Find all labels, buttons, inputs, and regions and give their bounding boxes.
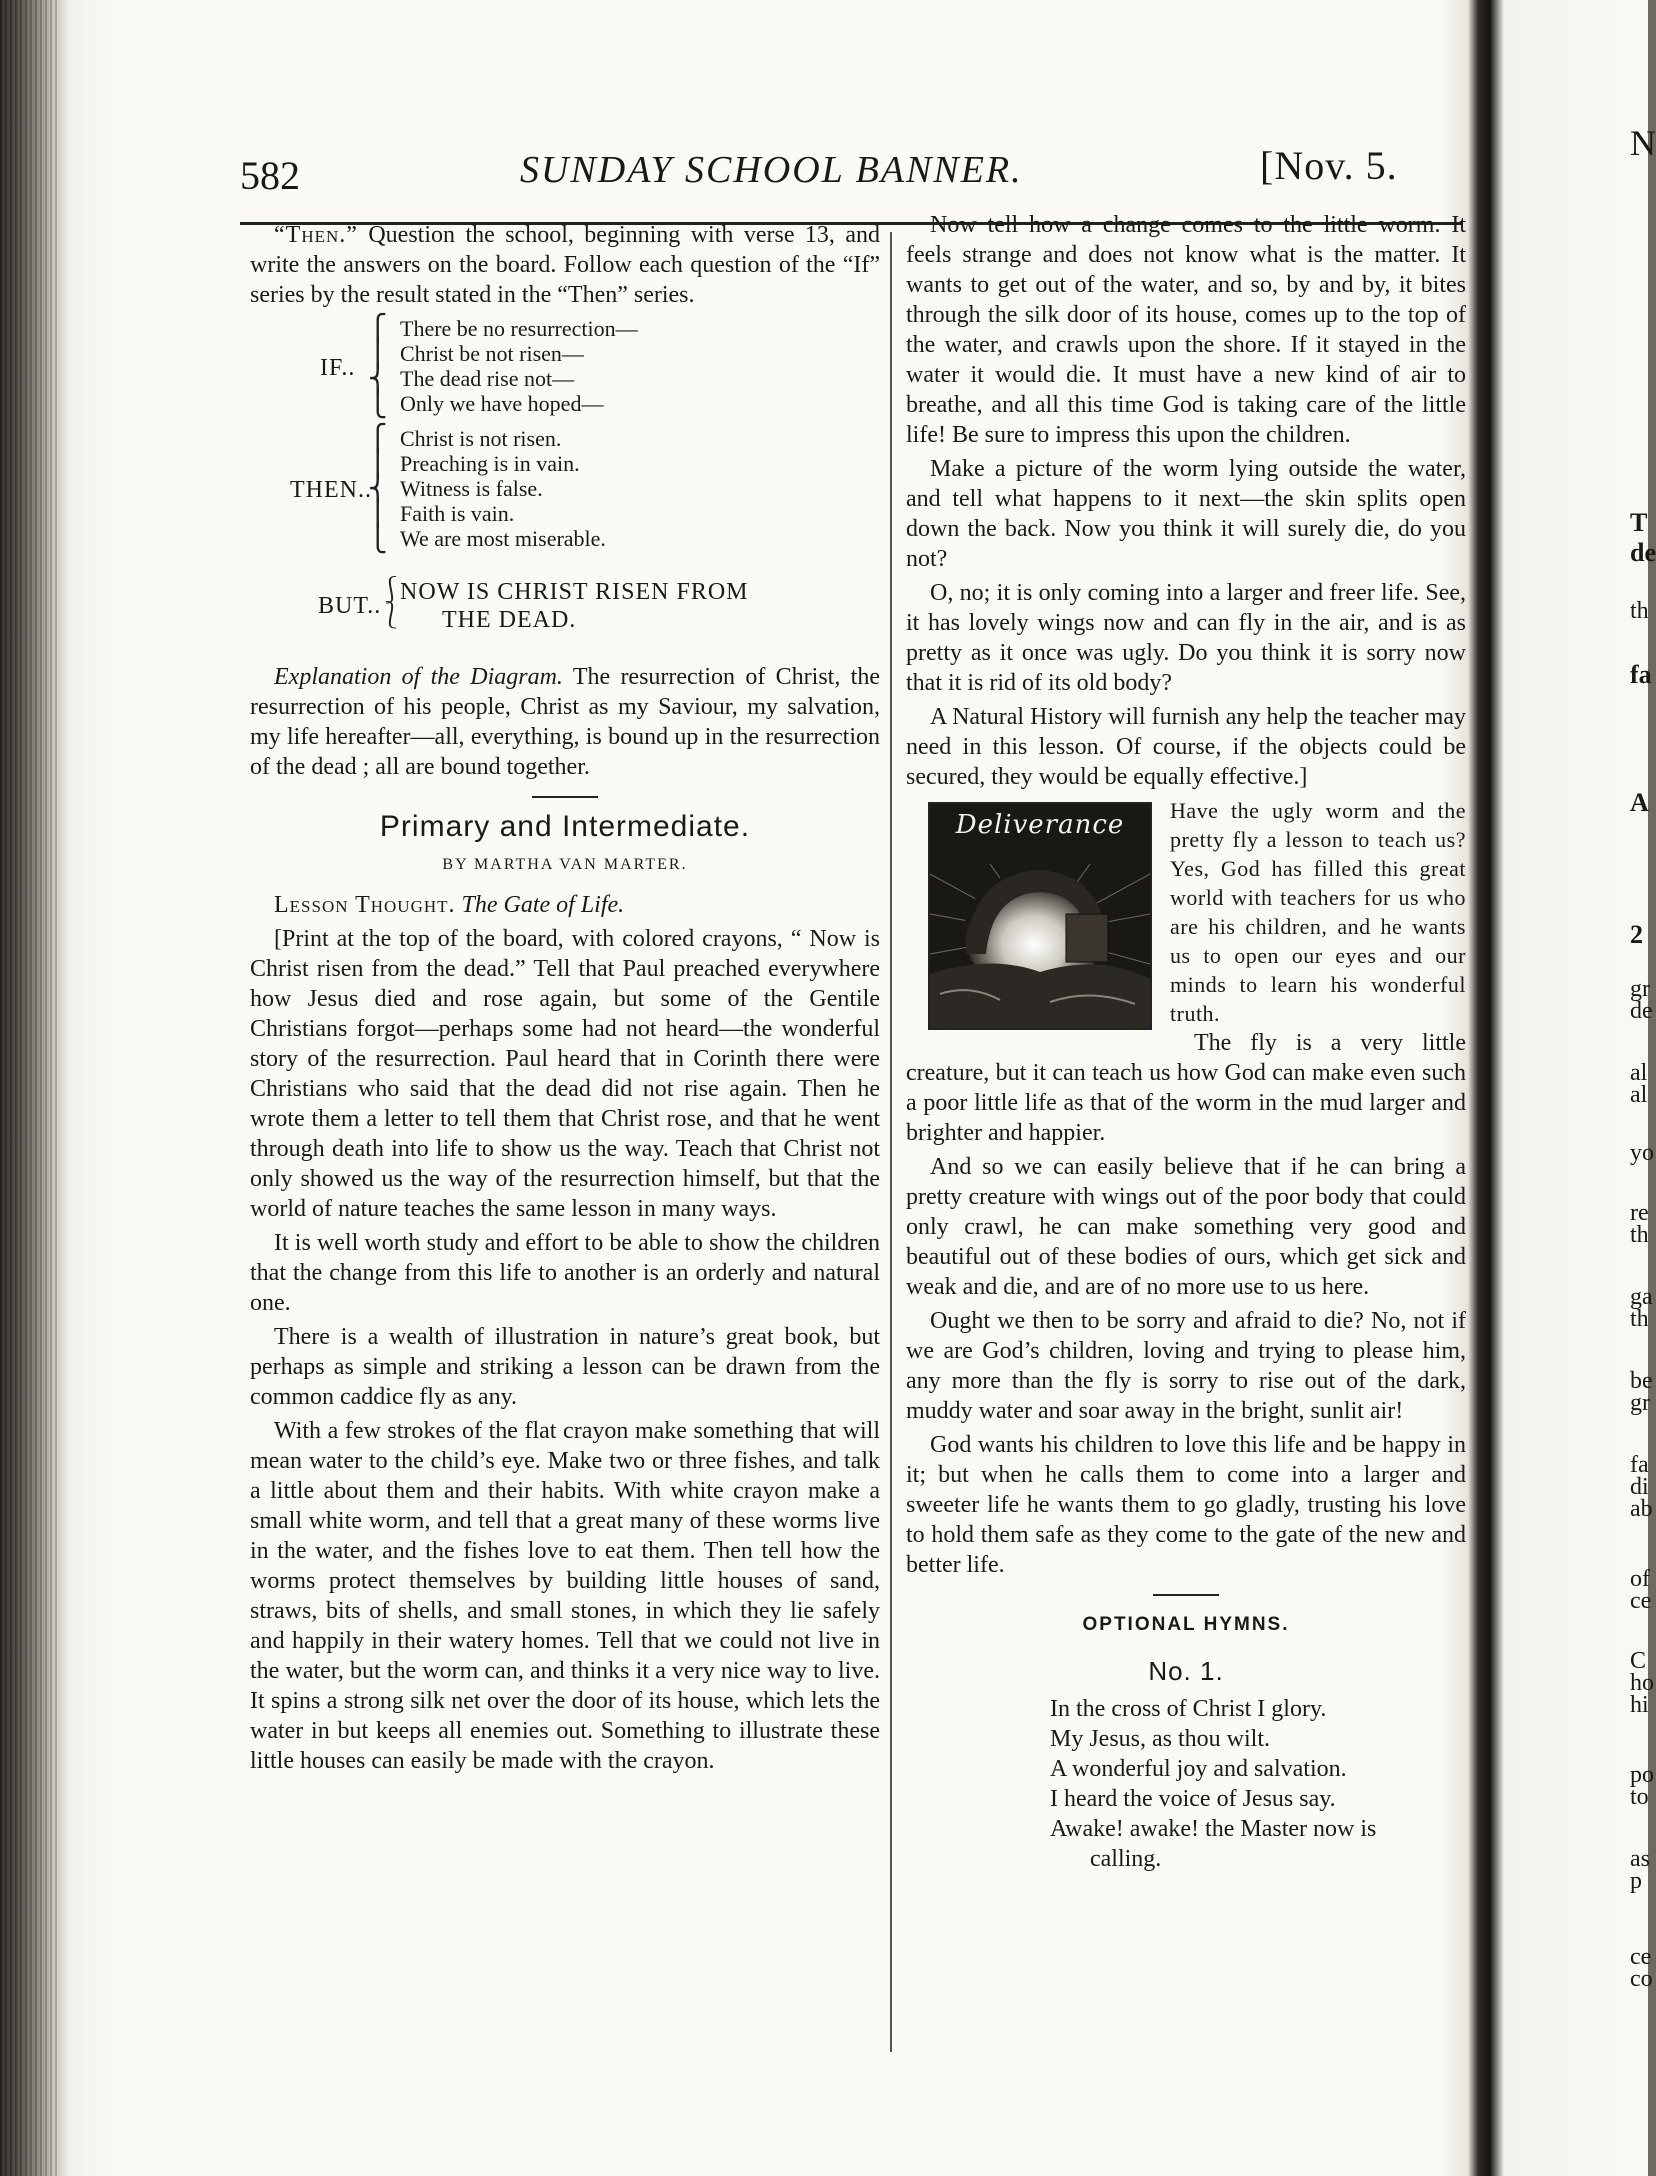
body-paragraph: With a few strokes of the flat crayon make something that will mean water to the child’s eye. Make two or three fishes, and talk a little about them and their habits. With white crayon make a small white worm, and tell that a great many of these worms live in the water, and the fishes love to eat them. Then tell how the worms protect themselves by building little houses of sand, straws, bits of shells, and small stones, in which they lie safely and happily in their watery homes. Tell that we could not live in the water, but the worm can, and thinks it a very nice way to live. It spins a strong silk net over the door of its house, which lets the water in but keeps all enemies out. Something to illustrate these little houses can easily be made with the crayon. [250,1418,880,1774]
edge-fragment: gr [1630,1390,1650,1416]
body-paragraph: O, no; it is only coming into a larger and freer life. See, it has lovely wings now and can fly in the air, and is as pretty as it once was ugly. Do you think it is sorry now that it is rid of its old body? [906,580,1466,696]
body-paragraph: Make a picture of the worm lying outside the water, and tell what happens to it next—the skin splits open down the back. Now you think it will surely die, do you not? [906,456,1466,572]
edge-fragment: po [1630,1762,1654,1788]
edge-fragment: ce [1630,1588,1652,1614]
edge-fragment: N [1630,123,1656,163]
if-line: Christ be not risen— [400,341,584,366]
edge-fragment: fa [1630,1452,1649,1478]
body-paragraph: It is well worth study and effort to be able to show the children that the change from this life to another is an orderly and natural one. [250,1230,880,1316]
edge-fragment: al [1630,1082,1648,1108]
edge-fragment: be [1630,1368,1653,1394]
next-page-edge [1504,0,1656,2176]
if-line: There be no resurrection— [400,316,638,341]
byline: BY MARTHA VAN MARTER. [442,856,688,873]
edge-fragment: gr [1630,976,1650,1002]
section-title: Primary and Intermediate. [379,810,751,843]
right-column [906,210,1466,1874]
section-separator [532,796,598,798]
but-line: NOW IS CHRIST RISEN FROM [400,579,749,605]
explanation-label: Explanation of the Diagram. [274,664,563,690]
diagram-but-label: BUT.. [318,593,382,619]
hymns-heading: OPTIONAL HYMNS. [1082,1614,1290,1635]
edge-fragment: th [1630,1306,1649,1332]
edge-fragment: di [1630,1474,1649,1500]
hymn-line: I heard the voice of Jesus say. [1050,1786,1336,1812]
then-line: Preaching is in vain. [400,451,580,476]
body-paragraph: A Natural History will furnish any help the teacher may need in this lesson. Of course, if the objects could be secured, they would be equally effective.] [906,704,1466,790]
column-rule [890,232,892,2052]
edge-fragment: of [1630,1566,1650,1592]
lesson-value: The Gate of Life. [461,892,625,918]
intro-label: “Then.” [274,222,358,248]
explanation-text: The resurrection of Christ, the resurrection of his people, Christ as my Saviour, my salvation, my life hereafter—all, everything, is bound up in the resurrection of the dead ; all are bound together. [250,664,880,780]
body-paragraph: Now tell how a change comes to the little worm. It feels strange and does not know what is the matter. It wants to get out of the water, and so, by and by, it bites through the silk door of its house, comes up to the top of the water, and crawls upon the shore. If it stayed in the water it would die. It must have a new kind of air to breathe, and all this time God is taking care of the little life! Be sure to impress this upon the children. [906,212,1466,448]
hymn-list [1050,1694,1466,1874]
edge-fragment: th [1630,598,1649,624]
edge-fragment: as [1630,1846,1650,1872]
if-brace: ⎧ ⎪ ⎨ ⎩ [368,314,388,418]
body-paragraph: There is a wealth of illustration in nature’s great book, but perhaps as simple and striking a lesson can be drawn from the common caddice fly as any. [250,1324,880,1410]
edge-fragment: ab [1630,1496,1653,1522]
edge-fragment: C [1630,1648,1647,1674]
edge-fragment: ce [1630,1944,1652,1970]
intro-text: Question the school, beginning with verse 13, and write the answers on the board. Follow each question of the “If” series by the result stated in the “Then” series. [250,222,880,308]
body-paragraph: And so we can easily believe that if he can bring a pretty creature with wings out of the poor body that could only crawl, he can make something very good and beautiful out of these bodies of ours, which get sick and weak and die, and are of no more use to us here. [906,1154,1466,1300]
diagram-then-label: THEN.. [290,477,372,503]
edge-fragment: re [1630,1200,1649,1226]
hymn-line: A wonderful joy and salvation. [1050,1756,1347,1782]
lesson-thought [250,890,880,920]
edge-fragment: de [1630,538,1656,567]
then-lines [400,426,606,551]
page-number: 582 [240,153,300,198]
edge-fragment: hi [1630,1692,1649,1718]
body-paragraph: [Print at the top of the board, with colored crayons, “ Now is Christ risen from the dead.” Tell that Paul preached everywhere how Jesus died and rose again, but some of the Gentile Christians forgot—perhaps some had not heard—the wonderful story of the resurrection. Paul heard that in Corinth there were Christians who said that the dead did not rise again. Then he wrote them a letter to tell them that Christ rose, and that he went through death into life to show us the way. Teach that Christ not only showed us the way of the resurrection himself, but that the world of nature teaches the same lesson in many ways. [250,926,880,1222]
edge-fragment: T [1630,508,1648,537]
edge-fragment: to [1630,1784,1649,1810]
edge-fragment: ho [1630,1670,1654,1696]
lesson-label: Lesson Thought. [274,892,456,918]
hymn-line: In the cross of Christ I glory. [1050,1696,1327,1722]
body-paragraph: The fly is a very little creature, but it can teach us how God can make even such a poor little life as that of the worm in the mud larger and brighter and happier. [906,1030,1466,1146]
then-line: Christ is not risen. [400,426,562,451]
if-line: Only we have hoped— [400,391,604,416]
figure-side-text: Have the ugly worm and the pretty fly a lesson to teach us? Yes, God has filled this great world with teachers for us who are his children, and he wants us to open our eyes and our minds to learn his wonderful truth. [1170,798,1466,1026]
then-line: Witness is false. [400,476,543,501]
hymn-line: Awake! awake! the Master now is [1050,1816,1377,1842]
edge-fragment: fa [1630,660,1652,689]
edge-fragment: al [1630,1060,1648,1086]
running-title: SUNDAY SCHOOL BANNER. [520,149,1023,191]
edge-fragment: ga [1630,1284,1653,1310]
issue-date: [Nov. 5. [1260,143,1398,188]
hymn-number: No. 1. [1148,1656,1224,1686]
body-paragraph: Ought we then to be sorry and afraid to die? No, not if we are God’s children, loving and trying to please him, any more than the fly is sorry to rise out of the dark, muddy water and soar away in the bright, sunlit air! [906,1308,1466,1424]
figure-block [906,796,1466,1028]
edge-fragment: th [1630,1222,1649,1248]
if-line: The dead rise not— [400,366,575,391]
edge-fragment: yo [1630,1140,1654,1166]
resurrection-diagram [250,316,880,656]
hymn-line: calling. [1090,1846,1162,1872]
hymn-line: My Jesus, as thou wilt. [1050,1726,1271,1752]
edge-fragment: de [1630,998,1653,1024]
but-brace: ⎰ ⎱ [378,576,405,630]
if-lines [400,316,638,416]
edge-fragment: p [1630,1868,1642,1894]
then-line: Faith is vain. [400,501,515,526]
deliverance-illustration [928,802,1152,1030]
edge-fragment: 2 [1630,920,1643,949]
diagram-explanation [250,662,880,782]
hymns-separator [1153,1594,1219,1596]
book-spine [0,0,60,2176]
page-582 [70,40,1468,2176]
left-column [250,220,880,1780]
intro-paragraph [250,220,880,310]
then-line: We are most miserable. [400,526,606,551]
then-brace: ⎧ ⎪ ⎨ ⎪ ⎩ [368,424,388,553]
edge-fragment: A [1630,788,1649,817]
but-line: THE DEAD. [442,607,577,633]
body-paragraph: God wants his children to love this life and be happy in it; but when he calls them to come into a larger and sweeter life he wants them to go gladly, trusting his love to hold them safe as they come to the gate of the new and better life. [906,1432,1466,1578]
diagram-if-label: IF.. [320,355,356,381]
running-header [70,142,1468,212]
edge-fragment: co [1630,1966,1653,1992]
but-lines [400,578,749,634]
figure-title: Deliverance [955,810,1125,840]
